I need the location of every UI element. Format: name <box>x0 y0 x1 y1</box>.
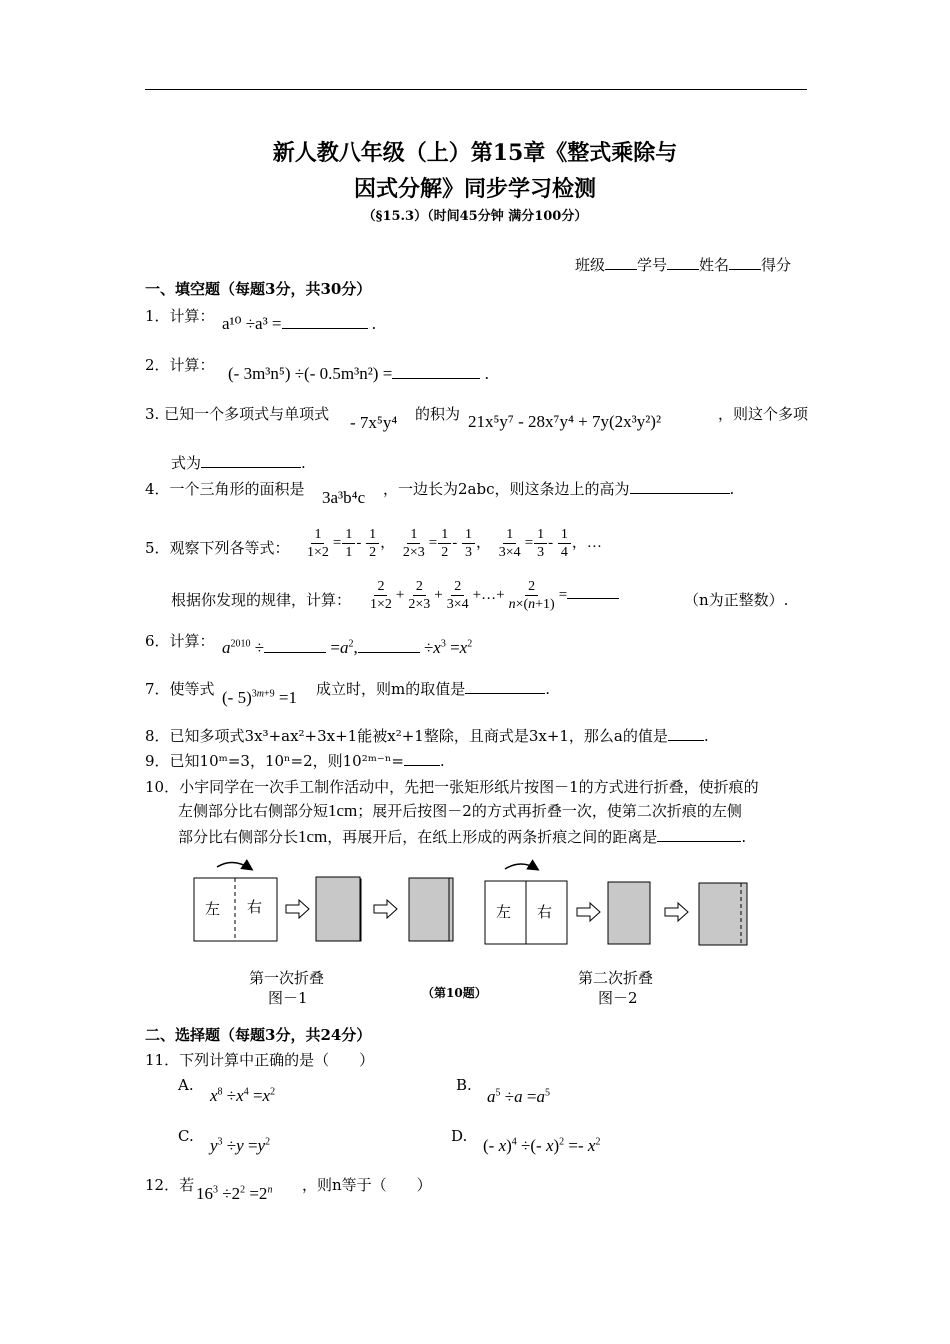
subtitle: （§15.3）（时间45分钟 满分100分） <box>362 209 588 224</box>
fold-arrow-2 <box>505 864 537 869</box>
q3-monomial: - 7x⁵y⁴ <box>350 413 398 432</box>
q11-option-c-label[interactable]: C. <box>178 1127 194 1145</box>
q11-option-b-label[interactable]: B. <box>456 1076 472 1094</box>
q1-expression: a¹⁰ ÷a³ = . <box>222 314 377 333</box>
q3-line1: 3. 已知一个多项式与单项式 <box>145 405 330 423</box>
q5-line2-label: 根据你发现的规律，计算： <box>171 591 352 609</box>
folding-figure <box>185 855 765 955</box>
q1-answer-blank[interactable] <box>282 328 368 329</box>
q8-line: 8．已知多项式3x³+ax²+3x+1能被x²+1整除，且商式是3x+1，那么a的值是 . <box>145 727 709 745</box>
q10-answer-blank[interactable] <box>657 841 741 842</box>
q12-expression: $16^3 \div 2^2 =2^n$ <box>196 1184 273 1203</box>
label-left-2: 左 <box>496 903 512 921</box>
q7-answer-blank[interactable] <box>465 693 545 694</box>
title-line-2: 因式分解》同步学习检测 <box>353 176 596 202</box>
label-left-1: 左 <box>205 900 221 918</box>
q9-answer-blank[interactable] <box>404 765 440 766</box>
hollow-arrow-1 <box>286 900 309 918</box>
frac: $\frac{1}{1\times 2}$ <box>307 527 329 560</box>
q2-answer-blank[interactable] <box>392 378 480 379</box>
q7-label: 7．使等式 <box>145 680 215 698</box>
q9-line: 9．已知10ᵐ=3，10ⁿ=2，则10²ᵐ⁻ⁿ= . <box>145 752 445 770</box>
q5-tail: （n为正整数）. <box>684 591 789 609</box>
folded-paper-1 <box>316 877 360 941</box>
q6-label: 6．计算： <box>145 632 215 650</box>
info-score: 得分 <box>761 256 792 274</box>
q6-blank-1[interactable] <box>264 652 326 653</box>
info-class: 班级 <box>575 256 606 274</box>
q4-answer-blank[interactable] <box>630 493 730 494</box>
q10-line2: 左侧部分比右侧部分短1cm；展开后按图－2的方式再折叠一次，使第二次折痕的左侧 <box>178 801 742 820</box>
q2-number: 2．计算： <box>145 356 215 374</box>
q8-answer-blank[interactable] <box>668 740 704 741</box>
q7-tail: 成立时，则m的取值是 . <box>316 680 551 698</box>
q11-option-b: $a^5 \div a =a^5$ <box>487 1087 550 1106</box>
q11-option-a-label[interactable]: A. <box>178 1076 194 1094</box>
q11-line: 11．下列计算中正确的是（ ） <box>145 1051 375 1069</box>
number-blank[interactable] <box>667 269 699 270</box>
q3-tail: ，则这个多项 <box>718 405 809 423</box>
q5-equalities: $\frac{1}{1\times 2}$ = $\frac{1}{1}$ - $\frac{1}{2}$ ， $\frac{1}{2\times 3}$ = $\frac{1}{2}$ - $\frac{1}{3}$ ， $\frac{1}{3\times 4}$ = $\frac{1}{3}$ - $\frac{1}{4}$ ，… <box>303 526 602 561</box>
label-right-1: 右 <box>247 898 263 916</box>
q11-option-c: $y^3 \div y =y^2$ <box>210 1136 271 1155</box>
folded-paper-4 <box>699 883 747 945</box>
hollow-arrow-4 <box>665 903 688 921</box>
q10-line1: 10．小宇同学在一次手工制作活动中，先把一张矩形纸片按图－1的方式进行折叠，使折痕的 <box>145 778 759 796</box>
q5-answer-blank[interactable] <box>567 598 619 599</box>
q10-line3: 部分比右侧部分长1cm，再展开后，在纸上形成的两条折痕之间的距离是 . <box>178 827 747 846</box>
q12-label: 12．若 <box>145 1176 195 1194</box>
q6-expression: $a^{2010} \div =a^2$, $\div x^3 =x^2$ <box>222 638 473 657</box>
q1-number: 1．计算： <box>145 307 215 325</box>
q2-expression: (- 3m³n⁵) ÷(- 0.5m³n²) = . <box>228 364 489 383</box>
hollow-arrow-3 <box>577 903 600 921</box>
q12-tail: ，则n等于（ ） <box>302 1176 432 1194</box>
q3-product: 21x⁵y⁷ - 28x⁷y⁴ + 7y(2x³y²)² <box>468 412 662 431</box>
class-blank[interactable] <box>605 269 637 270</box>
q11-option-d: (- x)$^4$ ÷(- $x)^2 =- x^2$ <box>483 1136 601 1155</box>
name-blank[interactable] <box>729 269 761 270</box>
q11-option-a: $x^8 \div x^4 =x^2$ <box>210 1086 276 1105</box>
caption-fig1-a: 第一次折叠 <box>249 969 325 987</box>
q4-tail: ，一边长为2abc，则这条边上的高为 . <box>383 480 735 498</box>
caption-fig2-b: 图－2 <box>598 989 638 1007</box>
q6-blank-2[interactable] <box>358 652 420 653</box>
info-name: 姓名 <box>699 256 730 274</box>
fold-arrow-1 <box>217 862 251 869</box>
caption-fig1-b: 图－1 <box>268 989 308 1007</box>
q3-line2: 式为 . <box>171 454 306 472</box>
q3-answer-blank[interactable] <box>201 467 301 468</box>
q7-expression: (- 5)$^{3m+9}$ =1 <box>222 688 297 707</box>
title-line-1: 新人教八年级（上）第15章《整式乘除与 <box>272 140 678 166</box>
caption-fig2-a: 第二次折叠 <box>578 969 654 987</box>
caption-question: （第10题） <box>422 986 487 1000</box>
folded-paper-3 <box>608 882 650 944</box>
q3-mid: 的积为 <box>415 405 461 423</box>
q5-sum: $\frac{2}{1\times 2}$ + $\frac{2}{2\times 3}$ + $\frac{2}{3\times 4}$ +…+ $\frac{2}{n\times(n+1)}$ = <box>366 578 619 613</box>
q4-area: 3a³b⁴c <box>322 488 366 507</box>
hollow-arrow-2 <box>374 900 397 918</box>
q4-line: 4．一个三角形的面积是 <box>145 480 305 498</box>
info-number: 学号 <box>637 256 668 274</box>
section2-heading: 二、选择题（每题3分，共24分） <box>145 1026 372 1044</box>
label-right-2: 右 <box>537 903 553 921</box>
student-info <box>575 254 791 275</box>
q11-option-d-label[interactable]: D. <box>451 1127 468 1145</box>
section1-heading: 一、填空题（每题3分，共30分） <box>145 280 372 298</box>
folded-paper-2 <box>409 878 453 941</box>
q5-line1-label: 5．观察下列各等式： <box>145 539 290 557</box>
top-rule <box>145 89 807 90</box>
